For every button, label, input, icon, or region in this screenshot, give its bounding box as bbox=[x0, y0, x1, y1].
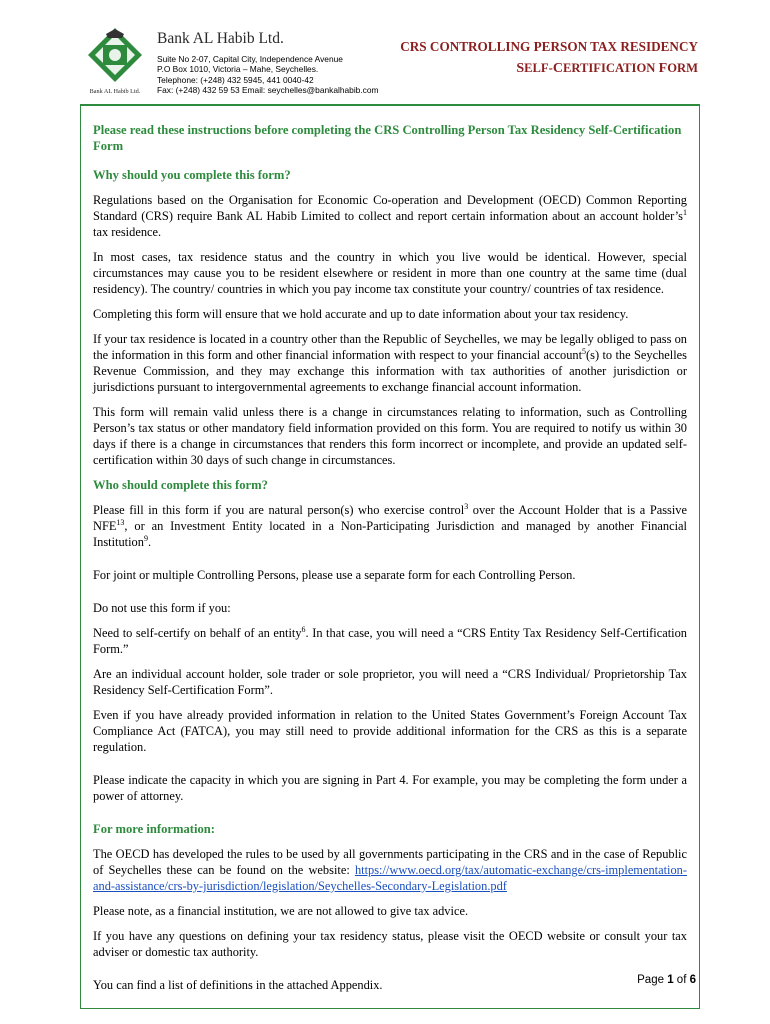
address-line: Telephone: (+248) 432 5945, 441 0040-42 bbox=[157, 74, 314, 85]
paragraph: Even if you have already provided information in relation to the United States Government’s Foreign Account Tax Compliance Act (FATCA), you may still need to provide additional information for the CRS as this is a separate regulation. bbox=[93, 708, 687, 754]
address-line: Fax: (+248) 432 59 53 Email: seychelles@bankalhabib.com bbox=[157, 85, 379, 96]
address-line: Suite No 2-07, Capital City, Independence Avenue bbox=[157, 54, 343, 64]
logo-caption: Bank AL Habib Ltd. bbox=[89, 88, 141, 95]
paragraph: The OECD has developed the rules to be used by all governments participating in the CRS and in the case of Republic of Seychelles these can be found on the website: https://www.oecd.org/tax/automatic-exchange/crs-implementation-and-assistance/crs-by-jurisdiction/legislation/Seychelles-Secondary-Legislation.pdf bbox=[93, 847, 687, 893]
paragraph: Please indicate the capacity in which you are signing in Part 4. For example, you may be completing the form under a power of attorney. bbox=[93, 773, 687, 803]
paragraph: Completing this form will ensure that we hold accurate and up to date information about your tax residency. bbox=[93, 307, 629, 321]
paragraph: If you have any questions on defining your tax residency status, please visit the OECD website or consult your tax adviser or domestic tax authority. bbox=[93, 929, 687, 959]
bank-address bbox=[157, 54, 379, 96]
heading-why: Why should you complete this form? bbox=[93, 168, 291, 182]
paragraph: Are an individual account holder, sole trader or sole proprietor, you will need a “CRS Individual/ Proprietorship Tax Residency Self-Certification Form”. bbox=[93, 667, 687, 697]
paragraph: Do not use this form if you: bbox=[93, 601, 231, 615]
instructions-body bbox=[93, 122, 687, 993]
bank-name: Bank AL Habib Ltd. bbox=[157, 30, 284, 47]
form-title-line2: SELF-CERTIFICATION FORM bbox=[516, 61, 698, 76]
paragraph: Please fill in this form if you are natural person(s) who exercise control$^3$ over the Account Holder that is a Passive NFE$^{13}$, or an Investment Entity located in a Non-Participating Jurisdiction and managed by another Financial Institution$^9$. bbox=[93, 501, 688, 549]
paragraph: Regulations based on the Organisation for Economic Co-operation and Development (OECD) Common Reporting Standard (CRS) require Bank AL Habib Limited to collect and report certain information about an account $holder’s^1$ tax residence. bbox=[93, 193, 687, 239]
paragraph: In most cases, tax residence status and the country in which you live would be identical. However, special circumstances may cause you to be resident elsewhere or resident in more than one country at the same time (dual residency). The country/ countries in which you pay income tax constitute your country/ countries of tax residence. bbox=[93, 250, 687, 296]
main-heading: Please read these instructions before completing the CRS Controlling Person Tax Residency Self-Certification Form bbox=[93, 123, 682, 153]
paragraph: This form will remain valid unless there is a change in circumstances relating to information, such as Controlling Person’s tax status or other mandatory field information provided on this form. You are required to notify us within 30 days if there is a change in circumstances that renders this form incorrect or incomplete, and provide an updated self-certification within 30 days of such change in circumstances. bbox=[93, 405, 687, 467]
page-header bbox=[0, 0, 770, 105]
paragraph: Please note, as a financial institution, we are not allowed to give tax advice. bbox=[93, 904, 469, 918]
heading-who: Who should complete this form? bbox=[93, 478, 268, 492]
paragraph: Need to self-certify on behalf of an entity$^6$. In that case, you will need a “CRS Entity Tax Residency Self-Certification Form.” bbox=[93, 624, 687, 656]
paragraph: You can find a list of definitions in the attached Appendix. bbox=[93, 978, 383, 992]
paragraph: For joint or multiple Controlling Persons, please use a separate form for each Controlling Person. bbox=[93, 568, 576, 582]
address-line: P.O Box 1010, Victoria – Mahe, Seychelles. bbox=[157, 64, 319, 75]
paragraph: If your tax residence is located in a country other than the Republic of Seychelles, we may be legally obliged to pass on the information in this form and other financial information with respect to your financial account$^5$(s) to the Seychelles Revenue Commission, and they may exchange this information with tax authorities of another jurisdiction or jurisdictions pursuant to intergovernmental agreements to exchange financial account information. bbox=[93, 332, 687, 394]
page-number: Page 1 of 6 bbox=[637, 974, 696, 986]
oecd-legislation-link[interactable]: https://www.oecd.org/tax/automatic-exchange/crs-implementation-and-assistance/crs-by-jurisdiction/legislation/Seychelles-Secondary-Legislation.pdf bbox=[93, 863, 687, 893]
form-title-line1: CRS CONTROLLING PERSON TAX RESIDENCY bbox=[400, 39, 698, 54]
heading-more-info: For more information: bbox=[93, 822, 215, 836]
form-title bbox=[400, 36, 698, 79]
bank-logo-icon bbox=[84, 26, 146, 96]
